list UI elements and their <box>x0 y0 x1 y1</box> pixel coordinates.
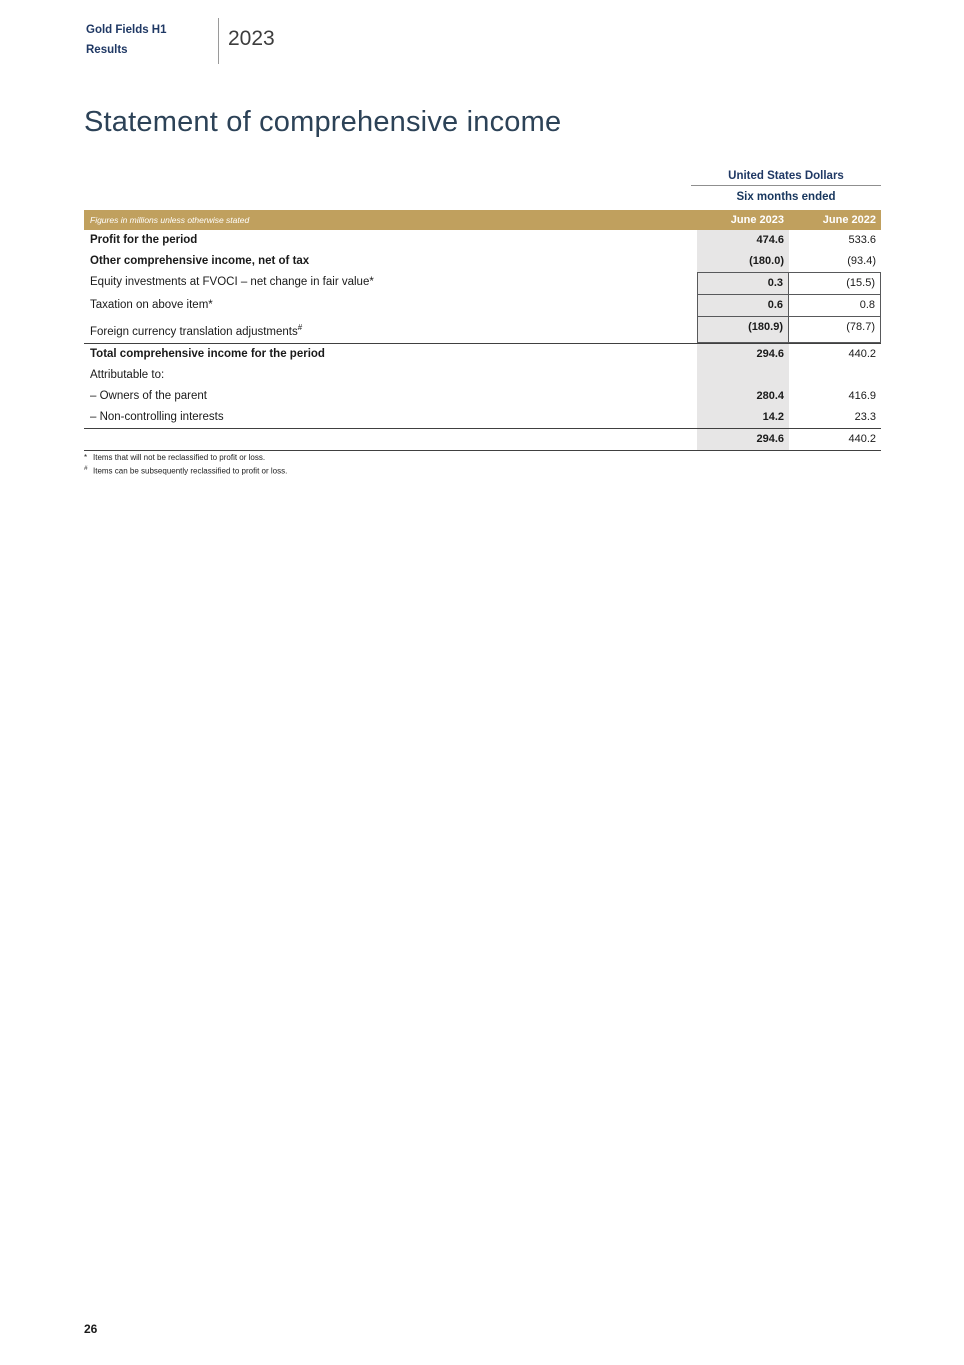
row-label: Attributable to: <box>90 368 165 381</box>
footnote-marker: * <box>84 453 88 462</box>
row-values <box>697 407 881 428</box>
row-values <box>697 251 881 272</box>
value-2022: 416.9 <box>848 389 876 402</box>
value-2023 <box>697 365 789 386</box>
row-label: Total comprehensive income for the period <box>90 347 325 360</box>
row-label: Equity investments at FVOCI – net change in fair value* <box>90 276 374 288</box>
value-2023: (180.0) <box>697 251 789 272</box>
table-row <box>84 365 881 386</box>
value-2023: 0.3 <box>697 272 789 295</box>
value-2022: 0.8 <box>789 295 881 317</box>
row-values <box>697 429 881 450</box>
footnote-marker: # <box>84 465 88 472</box>
masthead-divider <box>218 18 219 64</box>
row-values <box>697 295 881 317</box>
value-2022 <box>789 365 881 386</box>
table-row <box>84 317 881 343</box>
value-2023: 294.6 <box>697 344 789 365</box>
row-label: – Owners of the parent <box>90 389 207 402</box>
value-2023: 280.4 <box>697 386 789 407</box>
value-2022: 440.2 <box>848 347 876 360</box>
value-2022: (78.7) <box>789 317 881 343</box>
footnote-asterisk <box>84 452 287 463</box>
value-2022: 533.6 <box>848 234 876 246</box>
row-label-text: Foreign currency translation adjustments <box>90 325 298 338</box>
masthead <box>86 18 275 64</box>
footnotes <box>84 452 287 477</box>
brand-block <box>86 18 218 64</box>
row-label: Taxation on above item* <box>90 299 213 311</box>
row-values <box>697 272 881 295</box>
column-headers <box>697 210 881 230</box>
brand-line1: Gold Fields H1 <box>86 24 167 36</box>
row-values <box>697 344 881 365</box>
row-label <box>84 429 697 450</box>
table-row <box>84 386 881 407</box>
value-2022: (15.5) <box>789 272 881 295</box>
page-number: 26 <box>84 1322 98 1336</box>
row-label: Other comprehensive income, net of tax <box>90 255 310 267</box>
brand-line2: Results <box>86 44 128 56</box>
table-row <box>84 230 881 251</box>
column-header-june-2023: June 2023 <box>730 214 784 226</box>
row-values <box>697 230 881 251</box>
value-2022: 23.3 <box>854 410 876 423</box>
report-year: 2023 <box>228 27 275 50</box>
value-2023: 474.6 <box>697 230 789 251</box>
column-header-june-2022: June 2022 <box>822 214 876 226</box>
table-row <box>84 343 881 365</box>
table-row <box>84 428 881 451</box>
value-2023: 14.2 <box>697 407 789 428</box>
page-title: Statement of comprehensive income <box>84 106 562 138</box>
value-2023: 294.6 <box>697 429 789 450</box>
row-label: Profit for the period <box>90 234 198 246</box>
row-values <box>697 317 881 343</box>
footnote-text: Items that will not be reclassified to profit or loss. <box>93 453 266 462</box>
value-2022: (93.4) <box>847 255 876 267</box>
footnote-marker-hash: # <box>297 323 303 332</box>
table-header-row <box>84 210 881 230</box>
period-header: Six months ended <box>736 191 836 203</box>
figures-note: Figures in millions unless otherwise stated <box>90 215 250 225</box>
value-2023: 0.6 <box>697 295 789 317</box>
row-label <box>84 317 697 343</box>
value-2022: 440.2 <box>848 432 876 445</box>
row-values <box>697 365 881 386</box>
row-label: – Non-controlling interests <box>90 410 224 423</box>
comprehensive-income-table <box>84 170 881 451</box>
table-row <box>84 251 881 272</box>
row-values <box>697 386 881 407</box>
value-2023: (180.9) <box>697 317 789 343</box>
table-row <box>84 272 881 295</box>
footnote-hash <box>84 463 287 477</box>
table-row <box>84 295 881 317</box>
table-row <box>84 407 881 428</box>
footnote-text: Items can be subsequently reclassified to profit or loss. <box>93 466 288 476</box>
currency-header: United States Dollars <box>691 170 881 186</box>
